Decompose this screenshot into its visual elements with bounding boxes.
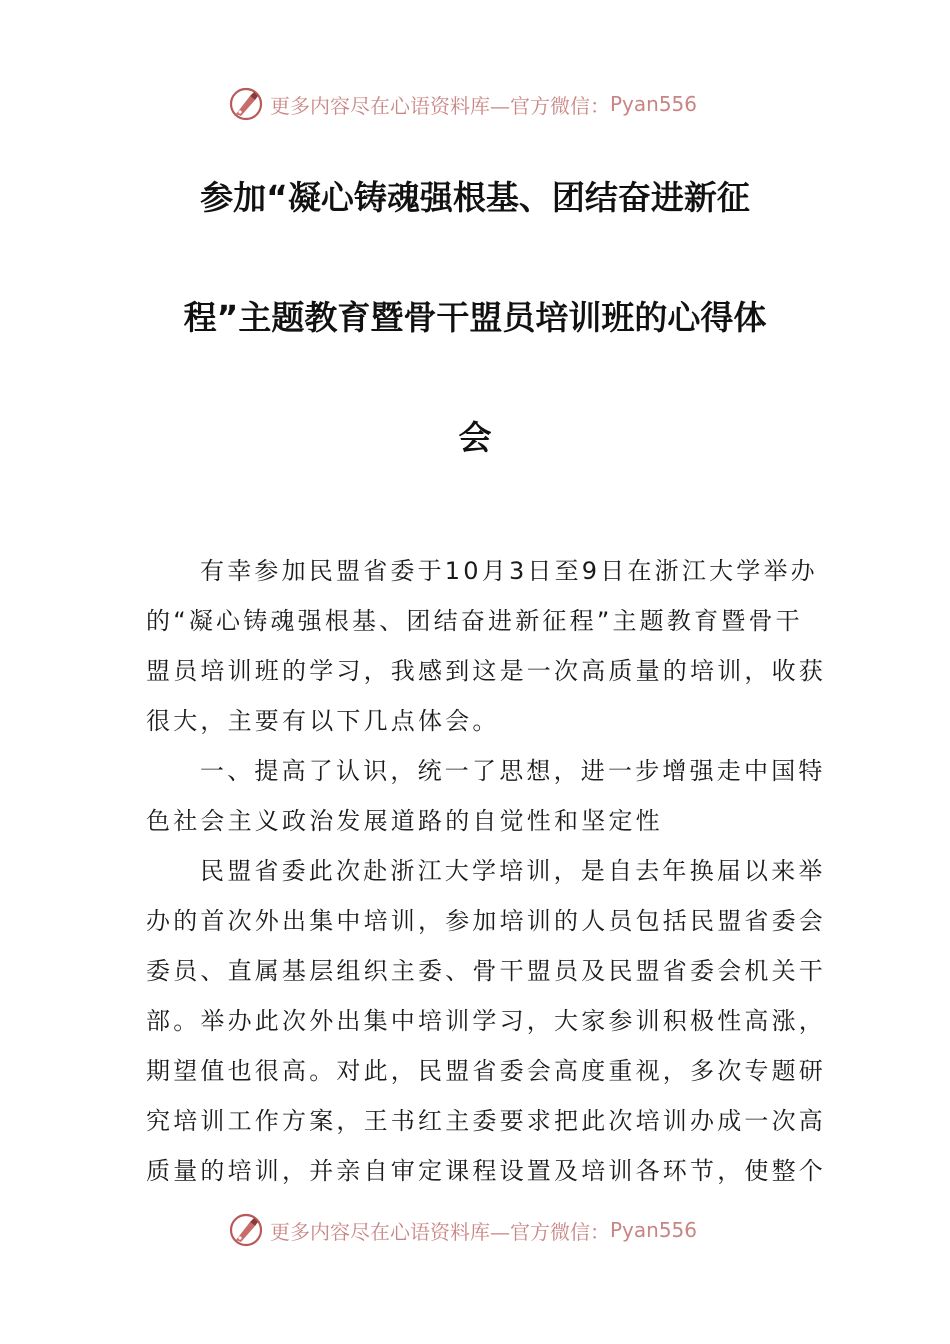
document-title-line-1: 参加“凝心铸魂强根基、团结奋进新征 (200, 178, 750, 217)
watermark-wechat-id: Pyan556 (610, 92, 698, 116)
section-heading-line: 色社会主义政治发展道路的自觉性和坚定性 (146, 807, 663, 835)
body-line: 部。举办此次外出集中培训学习，大家参训积极性高涨， (146, 1007, 826, 1035)
document-body (146, 546, 826, 1196)
body-line: 民盟省委此次赴浙江大学培训，是自去年换届以来举 (200, 857, 826, 885)
body-line: 质量的培训，并亲自审定课程设置及培训各环节，使整个 (146, 1157, 826, 1185)
body-line: 办的首次外出集中培训，参加培训的人员包括民盟省委会 (146, 907, 826, 935)
watermark-wechat-id: Pyan556 (610, 1218, 698, 1242)
body-line: 究培训工作方案，王书红主委要求把此次培训办成一次高 (146, 1107, 826, 1135)
body-line: 有幸参加民盟省委于10月3日至9日在浙江大学举办 (200, 557, 818, 585)
section-heading-line: 一、提高了认识，统一了思想，进一步增强走中国特 (200, 757, 826, 785)
footer-watermark (228, 1210, 697, 1250)
body-line: 的“凝心铸魂强根基、团结奋进新征程”主题教育暨骨干 (146, 607, 803, 635)
body-line: 盟员培训班的学习，我感到这是一次高质量的培训，收获 (146, 657, 826, 685)
body-line: 期望值也很高。对此，民盟省委会高度重视，多次专题研 (146, 1057, 826, 1085)
document-title-line-2: 程”主题教育暨骨干盟员培训班的心得体 (183, 298, 767, 337)
header-watermark (228, 84, 697, 124)
document-title-line-3: 会 (458, 418, 492, 457)
watermark-text: 更多内容尽在心语资料库—官方微信： (270, 1219, 610, 1244)
body-line: 委员、直属基层组织主委、骨干盟员及民盟省委会机关干 (146, 957, 826, 985)
pen-nib-logo-icon (228, 1212, 264, 1248)
pen-nib-logo-icon (228, 86, 264, 122)
watermark-text: 更多内容尽在心语资料库—官方微信： (270, 93, 610, 118)
body-line: 很大，主要有以下几点体会。 (146, 707, 500, 735)
